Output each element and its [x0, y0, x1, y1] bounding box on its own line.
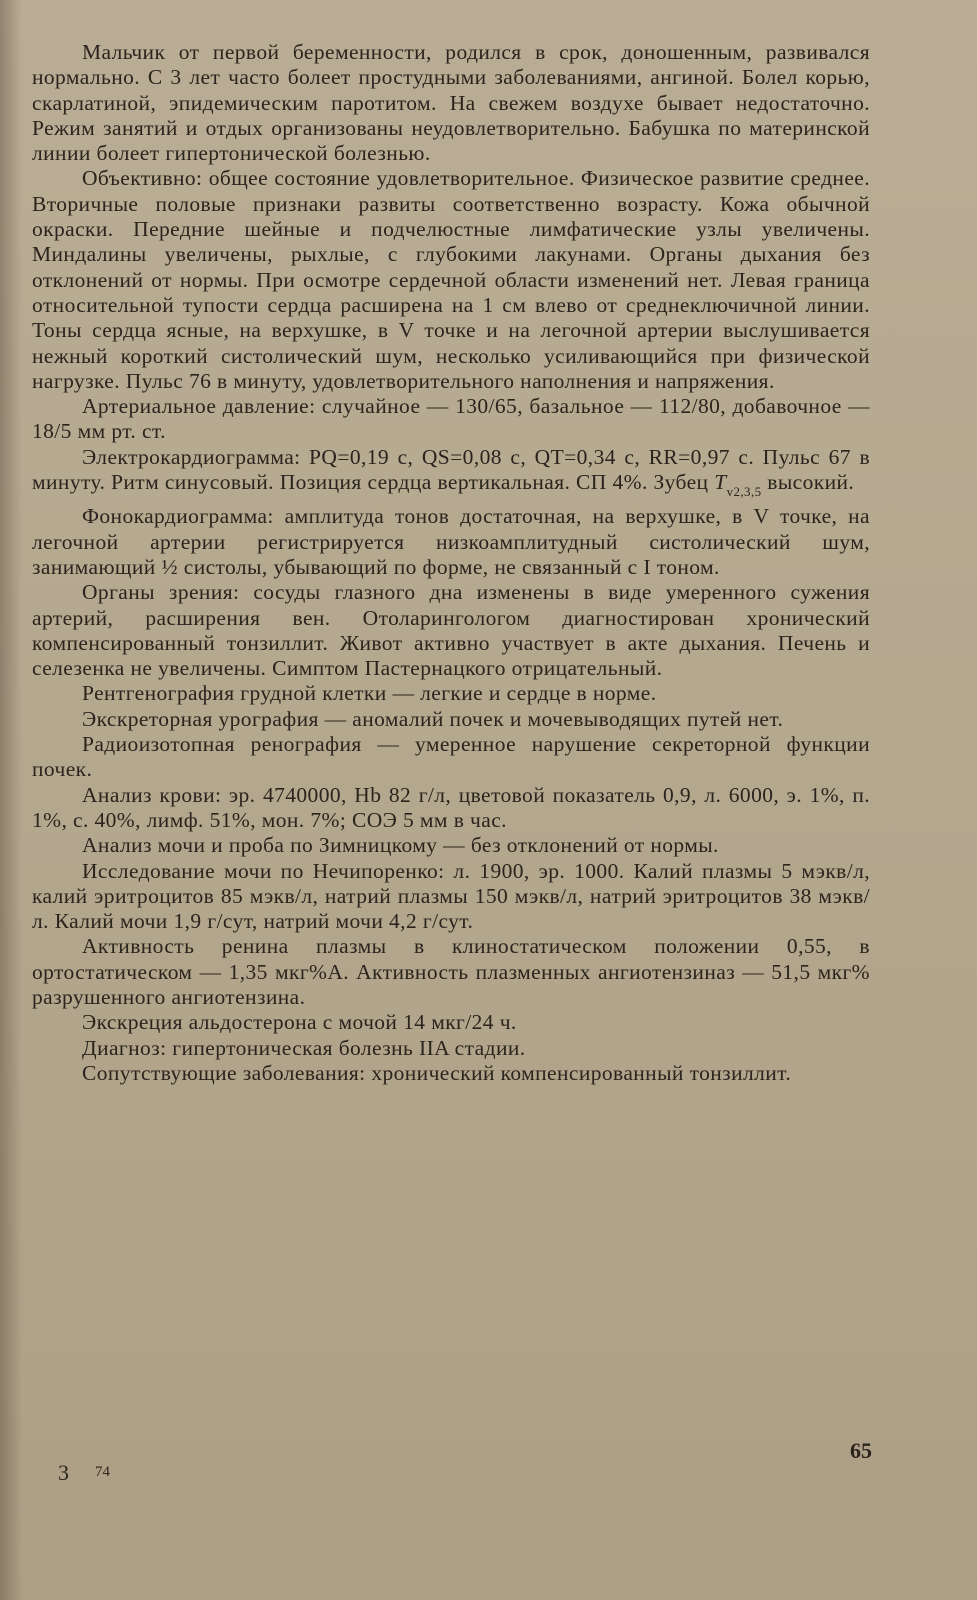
paragraph-nechiporenko: Исследование мочи по Нечипоренко: л. 1900, эр. 1000. Калий плазмы 5 мэкв/л, калий эритроцитов 85 мэкв/л, натрий плазмы 150 мэкв/л, натрий эритроцитов 38 мэкв/л. Калий мочи 1,9 г/сут, натрий мочи 4,2 г/сут.: [32, 858, 870, 934]
paragraph-vision: Органы зрения: сосуды глазного дна изменены в виде умеренного сужения артерий, расширения вен. Отоларингологом диагностирован хронический компенсированный тонзиллит. Живот активно участвует в акте дыхания. Печень и селезенка не увеличены. Симптом Пастернацкого отрицательный.: [32, 580, 870, 681]
page-edge-shadow: [0, 0, 22, 1600]
paragraph-blood-test: Анализ крови: эр. 4740000, Hb 82 г/л, цветовой показатель 0,9, л. 6000, э. 1%, п. 1%, с. 40%, лимф. 51%, мон. 7%; СОЭ 5 мм в час.: [32, 782, 870, 832]
paragraph-ecg: [32, 445, 870, 505]
paragraph-phonocardiogram: Фонокардиограмма: амплитуда тонов достаточная, на верхушке, в V точке, на легочной артерии регистрируется низкоамплитудный систолический шум, занимающий ½ систолы, убывающий по форме, не связанный с I тоном.: [32, 504, 870, 579]
paragraph-objective: Объективно: общее состояние удовлетворительное. Физическое развитие среднее. Вторичные половые признаки развиты соответственно возрасту. Кожа обычной окраски. Передние шейные и подчелюстные лимфатические узлы увеличены. Миндалины увеличены, рыхлые, с глубокими лакунами. Органы дыхания без отклонений от нормы. При осмотре сердечной области изменений нет. Левая граница относительной тупости сердца расширена на 1 см влево от среднеключичной линии. Тоны сердца ясные, на верхушке, в V точке и на легочной артерии выслушивается нежный короткий систолический шум, несколько усиливающийся при физической нагрузке. Пульс 76 в минуту, удовлетворительного наполнения и напряжения.: [32, 166, 870, 393]
ecg-t-letter: T: [714, 470, 727, 495]
paragraph-comorbidities: Сопутствующие заболевания: хронический компенсированный тонзиллит.: [82, 1060, 792, 1085]
ecg-t-subscript: v2,3,5: [726, 484, 762, 500]
paragraph-renography: Радиоизотопная ренография — умеренное нарушение секреторной функции почек.: [32, 732, 870, 782]
paragraph-diagnosis: Диагноз: гипертоническая болезнь IIA стадии.: [82, 1035, 526, 1060]
paragraph-aldosterone: Экскреция альдостерона с мочой 14 мкг/24 ч.: [82, 1010, 517, 1035]
body-text: [32, 40, 870, 1086]
paragraph-urography: Экскреторная урография — аномалий почек и мочевыводящих путей нет.: [82, 706, 784, 731]
ecg-t-tail: высокий.: [761, 470, 855, 495]
paragraph-xray: Рентгенография грудной клетки — легкие и сердце в норме.: [82, 681, 657, 706]
ecg-text: Электрокардиограмма: PQ=0,19 с, QS=0,08 с, QT=0,34 с, RR=0,97 с. Пульс 67 в минуту. Ритм синусовый. Позиция сердца вертикальная. СП 4%. Зубец: [32, 444, 870, 495]
signature-mark: 3: [58, 1460, 69, 1485]
page-number: 65: [850, 1438, 872, 1463]
paragraph-urine-test: Анализ мочи и проба по Зимницкому — без отклонений от нормы.: [82, 833, 719, 858]
signature-number: 74: [95, 1464, 110, 1480]
paragraph-renin: Активность ренина плазмы в клиностатическом положении 0,55, в ортостатическом — 1,35 мкг%А. Активность плазменных ангиотензиназ — 51,5 мкг% разрушенного ангиотензина.: [32, 934, 870, 1009]
paragraph-blood-pressure: Артериальное давление: случайное — 130/65, базальное — 112/80, добавочное — 18/5 мм рт. ст.: [32, 394, 870, 444]
paragraph-anamnesis: Мальчик от первой беременности, родился в срок, доношенным, развивался нормально. С 3 лет часто болеет простудными заболеваниями, ангиной. Болел корью, скарлатиной, эпидемическим паротитом. На свежем воздухе бывает недостаточно. Режим занятий и отдых организованы неудовлетворительно. Бабушка по материнской линии болеет гипертонической болезнью.: [32, 40, 870, 166]
